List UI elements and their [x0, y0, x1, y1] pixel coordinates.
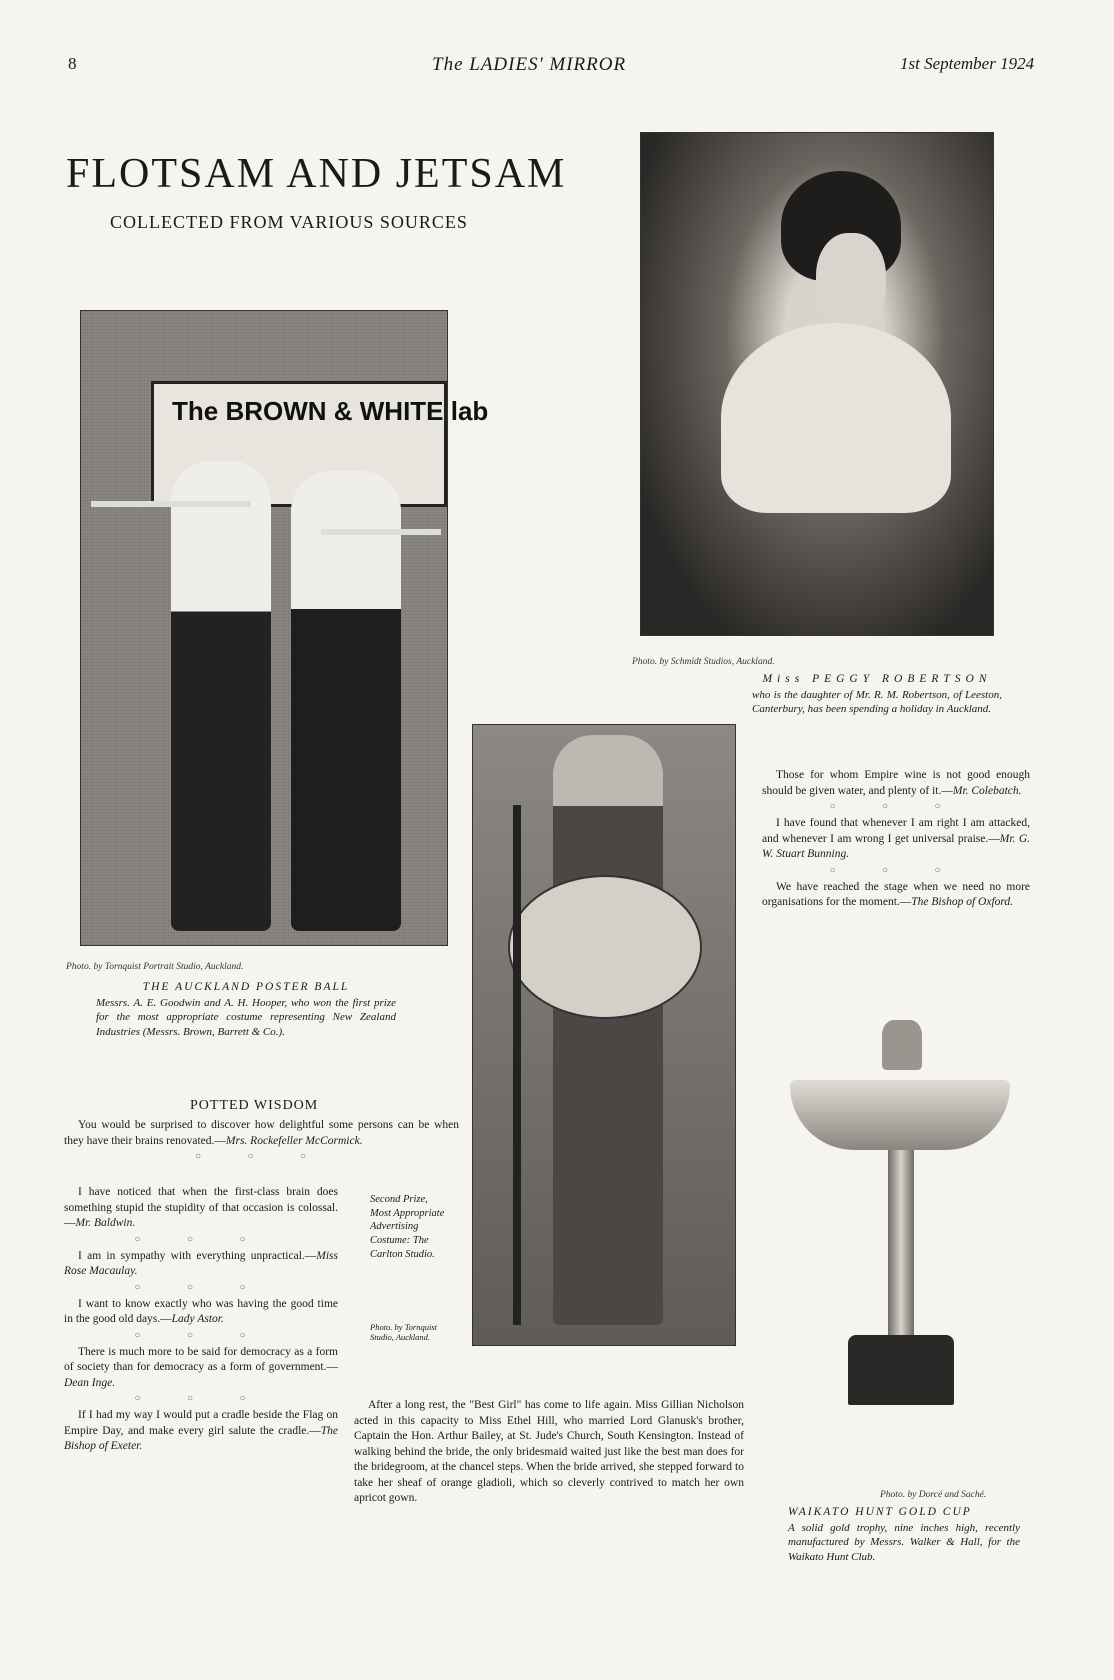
article-subtitle: COLLECTED FROM VARIOUS SOURCES: [110, 212, 468, 232]
costume-figure: [553, 735, 663, 1325]
poster-sign-text: The BROWN & WHITE lab: [172, 396, 489, 426]
ornament: ○ ○ ○: [194, 1151, 329, 1163]
portrait-photo-credit: Photo. by Schmidt Studios, Auckland.: [632, 657, 775, 667]
quote-baldwin: I have noticed that when the first-class brain does something stupid the stupidity of that occasion is colossal.—Mr. Baldwin.: [64, 1186, 338, 1230]
best-girl-paragraph: After a long rest, the "Best Girl" has come to life again. Miss Gillian Nicholson acted in this capacity to Miss Ethel Hill, who married Lord Glanusk's brother, Captain the Hon. Arthur Bailey, at St. Jude's Church, South Kensington. Instead of walking behind the bride, the only bridesmaid waited just like the best man does for the bridegroom, at the chancel steps. When the bride arrived, she stepped forward to take her sheaf of orange gladioli, which so cleverly contrived to match her own apricot gown.: [354, 1399, 744, 1505]
ornament: ○ ○ ○: [134, 1329, 268, 1341]
portrait-blouse: [721, 323, 951, 513]
ornament: ○ ○ ○: [829, 801, 963, 813]
portrait-caption-body: who is the daughter of Mr. R. M. Robertson, of Leeston, Canterbury, has been spending a holiday in Auckland.: [752, 688, 1002, 716]
costume-caption: Second Prize, Most Appropriate Advertising Costume: The Carlton Studio.: [370, 1194, 445, 1260]
quote-macaulay: I am in sympathy with everything unpractical.—Miss Rose Macaulay.: [64, 1249, 338, 1278]
ornament: ○ ○ ○: [829, 864, 963, 876]
tray-left: [91, 501, 251, 507]
cup-base: [848, 1335, 954, 1405]
gold-cup-photo: [770, 1020, 1030, 1420]
cup-caption-body: A solid gold trophy, nine inches high, recently manufactured by Messrs. Walker & Hall, for the Waikato Hunt Club.: [788, 1521, 1020, 1564]
palette-shield: [508, 875, 702, 1019]
portrait-caption-title: Miss PEGGY ROBERTSON: [762, 673, 992, 685]
page-number: 8: [68, 54, 77, 73]
brush-staff: [513, 805, 521, 1325]
portrait-face: [816, 233, 886, 328]
cup-photo-credit: Photo. by Dorcé and Saché.: [880, 1490, 987, 1500]
ornament: ○ ○ ○: [134, 1233, 268, 1245]
quote-astor: I want to know exactly who was having the good time in the good old days.—Lady Astor.: [64, 1297, 338, 1326]
figure-left: [171, 461, 271, 931]
cup-bowl: [790, 1080, 1010, 1150]
potted-wisdom-first: [64, 1118, 459, 1166]
poster-ball-photo: [80, 310, 489, 946]
cup-horse-figure: [882, 1020, 922, 1070]
ornament: ○ ○ ○: [134, 1281, 268, 1293]
costume-photo: [472, 724, 736, 1346]
quote-colebatch: Those for whom Empire wine is not good enough should be given water, and plenty of it.—Mr. Colebatch.: [762, 769, 1030, 797]
costume-photo-credit: Photo. by Tornquist Studio, Auckland.: [370, 1322, 437, 1343]
poster-caption-body: Messrs. A. E. Goodwin and A. H. Hooper, who won the first prize for the most appropriate costume representing New Zealand Industries (Messrs. Brown, Barrett & Co.).: [96, 996, 396, 1039]
poster-caption: [96, 980, 396, 1040]
quote-bishop-exeter: If I had my way I would put a cradle beside the Flag on Empire Day, and make every girl salute the cradle.—The Bishop of Exeter.: [64, 1409, 338, 1453]
quote-mccormick: You would be surprised to discover how delightful some persons can be when they have their brains renovated.—Mrs. Rockefeller McCormick.: [64, 1119, 459, 1147]
magazine-title: The LADIES' MIRROR: [432, 54, 627, 75]
poster-photo-credit: Photo. by Tornquist Portrait Studio, Auckland.: [66, 962, 244, 972]
quote-bishop-oxford: We have reached the stage when we need no more organisations for the moment.—The Bishop of Oxford.: [762, 880, 1030, 909]
cup-stem: [888, 1150, 914, 1340]
cup-caption-title: WAIKATO HUNT GOLD CUP: [788, 1506, 972, 1518]
cup-caption: [788, 1505, 1020, 1565]
quote-inge: There is much more to be said for democracy as a form of society than for democracy as a form of government.—Dean Inge.: [64, 1345, 338, 1389]
portrait-caption: [752, 672, 1002, 717]
potted-wisdom-column: [64, 1185, 338, 1455]
figure-right: [291, 471, 401, 931]
portrait-photo: [640, 132, 994, 636]
right-quotes: [762, 768, 1030, 911]
ornament: ○ ○ ○: [134, 1393, 268, 1405]
article-title: FLOTSAM AND JETSAM: [66, 151, 567, 197]
tray-right: [321, 529, 441, 535]
issue-date: 1st September 1924: [900, 54, 1035, 73]
quote-bunning: I have found that whenever I am right I am attacked, and whenever I am wrong I get universal praise.—Mr. G. W. Stuart Bunning.: [762, 817, 1030, 861]
potted-wisdom-heading: POTTED WISDOM: [190, 1098, 319, 1113]
poster-caption-title: THE AUCKLAND POSTER BALL: [142, 981, 350, 993]
